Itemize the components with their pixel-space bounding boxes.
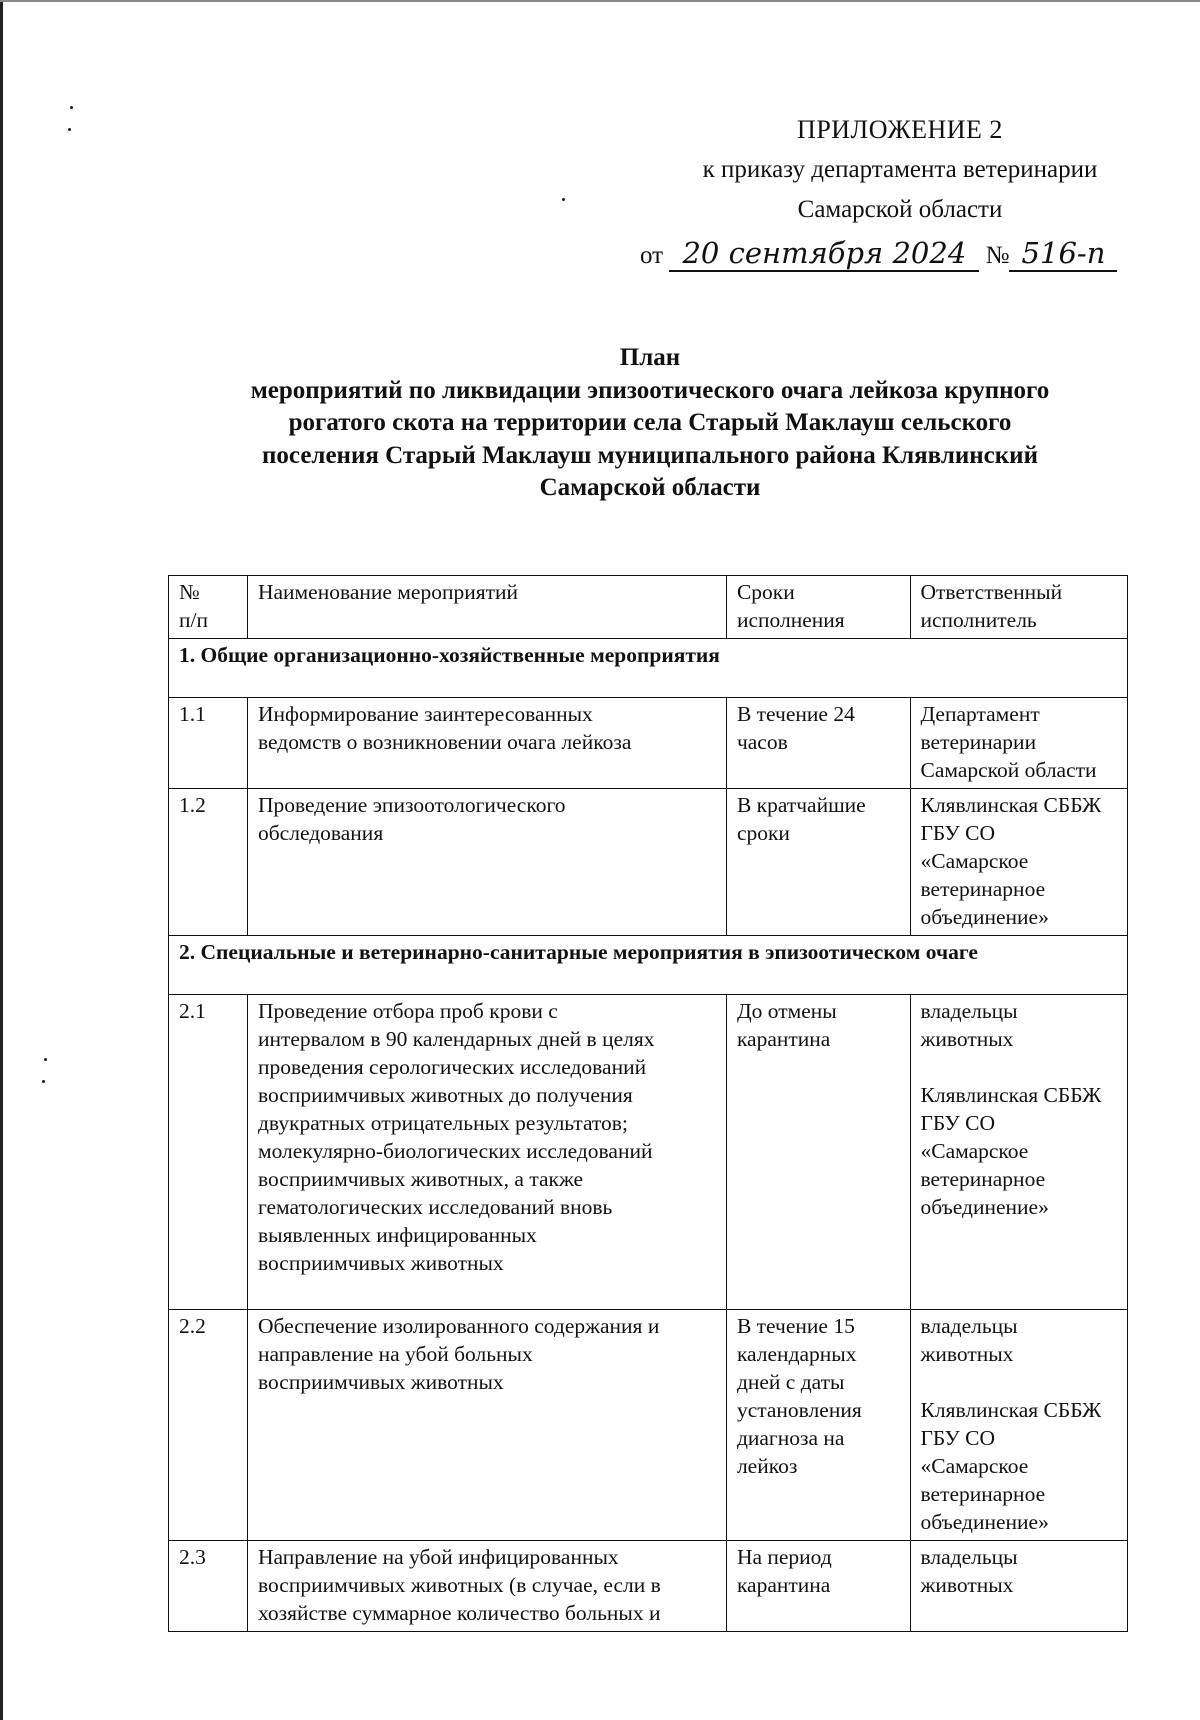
header-no-line: п/п [179,608,208,632]
text-line: Клявлинская СББЖ [920,1083,1102,1107]
header-resp [910,576,1128,639]
text-line: карантина [736,1573,831,1597]
header-term [726,576,910,639]
text-line: направление на убой больных [257,1342,533,1366]
plan-subtitle-line: рогатого скота на территории села Старый Маклауш сельского [288,409,1012,436]
text-line: На период [736,1545,832,1569]
row-resp [910,789,1128,936]
row-term [726,789,910,936]
text-line: Информирование заинтересованных [257,702,593,726]
row-term [726,1541,910,1632]
text-line: часов [736,730,788,754]
text-line: восприимчивых животных [257,1370,504,1394]
text-line: сроки [736,821,790,845]
appendix-line-2: Самарской области [797,196,1003,223]
text-line: обследования [257,821,384,845]
header-term-line: Сроки [736,580,795,604]
scan-speck [68,128,71,131]
table-row [169,995,1128,1310]
measures-table [168,575,1128,1632]
row-number: 1.1 [169,698,248,789]
plan-subtitle-line: поселения Старый Маклауш муниципального района Клявлинский [262,441,1038,469]
text-line: «Самарское [920,1454,1029,1478]
row-name [247,1541,726,1632]
section-row [169,639,1128,698]
text-line: Обеспечение изолированного содержания и [257,1314,660,1338]
table-row [169,789,1128,936]
text-line: проведения серологических исследований [257,1055,647,1079]
text-line: Клявлинская СББЖ [920,1398,1102,1422]
table-row [169,1541,1128,1632]
text-line: До отмены [736,999,837,1023]
header-no [169,576,248,639]
row-number: 2.3 [169,1541,248,1632]
row-resp [910,995,1128,1310]
table-header-row [169,576,1128,639]
table-row [169,1310,1128,1541]
text-line: интервалом в 90 календарных дней в целях [257,1027,655,1051]
plan-heading [150,342,1150,505]
appendix-title: ПРИЛОЖЕНИЕ 2 [797,115,1003,144]
text-line: установления [736,1398,862,1422]
text-line: хозяйстве суммарное количество больных и [257,1601,661,1625]
text-line: дней с даты [736,1370,845,1394]
text-line: «Самарское [920,849,1029,873]
text-line: животных [920,1342,1014,1366]
row-name [247,698,726,789]
text-line: В течение 24 [736,702,855,726]
text-line: выявленных инфицированных [257,1223,537,1247]
text-line: календарных [736,1342,857,1366]
section-1-title [169,639,1128,698]
handwritten-number: 516-п [1009,236,1117,272]
text-line: В кратчайшие [736,793,866,817]
section-row [169,936,1128,995]
text-line: Проведение отбора проб крови с [257,999,558,1023]
text-line: двукратных отрицательных результатов; [257,1111,628,1135]
text-line: ветеринарии [920,730,1037,754]
row-resp [910,698,1128,789]
row-term [726,1310,910,1541]
page-top-edge [0,0,1200,2]
text-line: ведомств о возникновении очага лейкоза [257,730,632,754]
order-date-line [640,236,1160,272]
text-line: животных [920,1027,1014,1051]
text-line: Клявлинская СББЖ [920,793,1102,817]
text-line: животных [920,1573,1014,1597]
row-term [726,698,910,789]
text-line: владельцы [920,1314,1018,1338]
text-line: ветеринарное [920,1167,1046,1191]
text-line: молекулярно-биологических исследований [257,1139,653,1163]
appendix-line-1: к приказу департамента ветеринарии [702,156,1098,183]
handwritten-date: 20 сентября 2024 [669,236,979,272]
row-term [726,995,910,1310]
text-line: Самарской области [920,758,1097,782]
text-line: гематологических исследований вновь [257,1195,613,1219]
header-no-line: № [179,580,200,604]
row-name [247,1310,726,1541]
scan-speck [70,106,73,109]
scan-speck [44,1058,47,1061]
text-line: объединение» [920,905,1049,929]
text-line: восприимчивых животных, а также [257,1167,584,1191]
text-line: ветеринарное [920,877,1046,901]
text-line: объединение» [920,1195,1049,1219]
scan-speck [42,1080,45,1083]
row-resp [910,1310,1128,1541]
text-line: восприимчивых животных [257,1251,504,1275]
header-term-line: исполнения [736,608,845,632]
section-2-title [169,936,1128,995]
row-resp [910,1541,1128,1632]
header-name: Наименование мероприятий [247,576,726,639]
text-line: ГБУ СО [920,1426,995,1450]
text-line: «Самарское [920,1139,1029,1163]
text-line: Направление на убой инфицированных [257,1545,619,1569]
text-line: В течение 15 [736,1314,855,1338]
text-line: ГБУ СО [920,821,995,845]
text-line: владельцы [920,1545,1018,1569]
text-line: диагноза на [736,1426,845,1450]
row-name [247,789,726,936]
text-line: карантина [736,1027,831,1051]
table-row [169,698,1128,789]
row-number: 2.2 [169,1310,248,1541]
page-left-edge [0,0,3,1720]
number-prefix: № [985,242,1010,269]
header-resp-line: Ответственный [920,580,1063,604]
row-name [247,995,726,1310]
plan-subtitle-line: Самарской области [539,474,761,501]
text-line: владельцы [920,999,1018,1023]
plan-title: План [619,344,681,371]
header-resp-line: исполнитель [920,608,1037,632]
row-number: 1.2 [169,789,248,936]
row-number: 2.1 [169,995,248,1310]
scan-speck [562,198,565,201]
text-line: объединение» [920,1510,1049,1534]
text-line: восприимчивых животных до получения [257,1083,633,1107]
text-line: Проведение эпизоотологического [257,793,566,817]
plan-subtitle-line: мероприятий по ликвидации эпизоотического очага лейкоза крупного [250,376,1050,404]
text-line: ГБУ СО [920,1111,995,1135]
text-line: ветеринарное [920,1482,1046,1506]
appendix-header [640,110,1160,230]
date-prefix: от [640,242,664,269]
text-line: Департамент [920,702,1040,726]
text-line: лейкоз [736,1454,798,1478]
section-1-text: 1. Общие организационно-хозяйственные мероприятия [179,643,720,667]
section-2-text: 2. Специальные и ветеринарно-санитарные мероприятия в эпизоотическом очаге [179,940,978,964]
text-line: восприимчивых животных (в случае, если в [257,1573,661,1597]
